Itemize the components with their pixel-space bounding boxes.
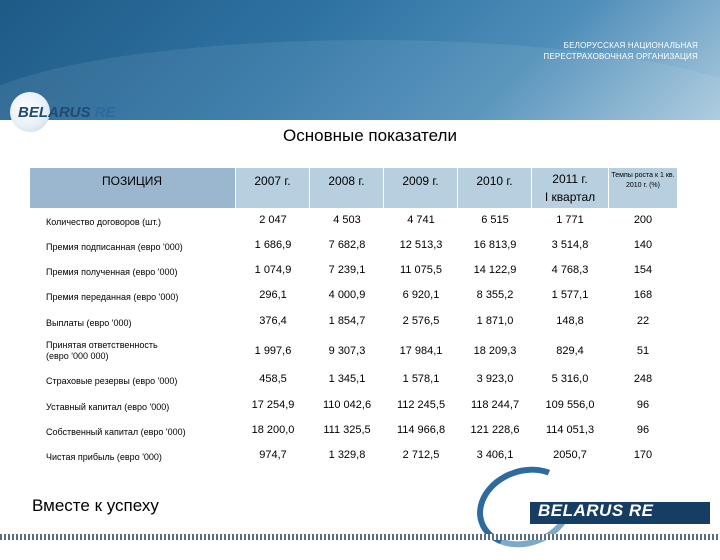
table-cell: 2 576,5: [402, 315, 440, 327]
table-cell: 51: [636, 345, 650, 357]
row-label: [46, 340, 158, 362]
table-cell: 17 984,1: [399, 345, 443, 357]
table-cell: 12 513,3: [399, 239, 443, 251]
table-cell: 1 771: [556, 214, 584, 226]
column-header-label: 2009 г.: [402, 174, 439, 188]
table-cell: 11 075,5: [399, 264, 442, 276]
table-row: [30, 208, 677, 232]
table-cell: 22: [636, 315, 650, 327]
table-cell: 1 997,6: [254, 345, 292, 357]
column-header-growth: [609, 168, 677, 208]
column-header-2011-q1: [532, 168, 608, 208]
row-label-text: Премия подписанная (евро '000): [46, 242, 183, 252]
row-label: [46, 217, 161, 228]
bottom-strip: [0, 534, 720, 540]
row-label-text: Премия полученная (евро '000): [46, 267, 178, 277]
table-cell: 296,1: [259, 289, 287, 301]
table-cell: 1 854,7: [328, 315, 366, 327]
table-cell: 14 122,9: [473, 264, 517, 276]
table-cell: 96: [636, 424, 650, 436]
growth-header-label: Темпы роста к 1 кв. 2010 г. (%): [611, 172, 675, 189]
table-cell: 3 923,0: [476, 373, 514, 385]
row-label-text: Количество договоров (шт.): [46, 217, 161, 227]
table-cell: 4 000,9: [328, 289, 366, 301]
table-cell: 17 254,9: [251, 399, 295, 411]
table-cell: 4 768,3: [551, 264, 589, 276]
table-cell: 1 345,1: [328, 373, 366, 385]
table-cell: 6 920,1: [402, 289, 440, 301]
column-header-sublabel: I квартал: [544, 190, 596, 204]
column-header-2008: [310, 168, 383, 208]
table-cell: 148,8: [556, 315, 584, 327]
table-cell: 18 200,0: [251, 424, 295, 436]
table-cell: 458,5: [259, 373, 287, 385]
table-cell: 118 244,7: [470, 399, 520, 411]
table-cell: 1 074,9: [254, 264, 292, 276]
row-label-text: Премия переданная (евро '000): [46, 292, 179, 302]
position-header: [30, 168, 235, 208]
table-cell: 110 042,6: [322, 399, 372, 411]
row-label: [46, 452, 162, 463]
column-header-2007: [236, 168, 309, 208]
logo-wordmark: [538, 501, 654, 521]
table-row: [30, 233, 677, 257]
row-label: [46, 376, 177, 387]
table-cell: 3 406,1: [476, 449, 514, 461]
table-cell: 829,4: [556, 345, 584, 357]
row-label: [46, 402, 169, 413]
page-title-text: Основные показатели: [283, 126, 457, 145]
table-row: [30, 283, 677, 307]
position-header-label: ПОЗИЦИЯ: [102, 174, 162, 188]
table-cell: 7 239,1: [328, 264, 366, 276]
table-cell: 2 047: [259, 214, 287, 226]
row-label: [46, 242, 183, 253]
table-cell: 8 355,2: [476, 289, 514, 301]
company-logo-bottom: [468, 466, 708, 536]
column-header-label: 2011 г.: [552, 172, 588, 186]
logo-word: BELARUS: [538, 501, 624, 520]
motto: Вместе к успеху: [32, 496, 159, 515]
table-row: [30, 258, 677, 282]
table-row: [30, 367, 677, 392]
column-header-label: 2008 г.: [328, 174, 365, 188]
table-cell: 7 682,8: [328, 239, 366, 251]
organization-name: [543, 40, 698, 62]
org-line-2: ПЕРЕСТРАХОВОЧНАЯ ОРГАНИЗАЦИЯ: [543, 52, 698, 61]
logo-re: RE: [628, 501, 654, 520]
column-header-label: 2007 г.: [254, 174, 291, 188]
table-cell: 974,7: [259, 449, 287, 461]
logo-re: RE: [94, 104, 116, 121]
table-row: [30, 336, 677, 366]
table-cell: 16 813,9: [473, 239, 517, 251]
table-cell: 1 577,1: [551, 289, 589, 301]
table-row: [30, 393, 677, 417]
row-label-text: Собственный капитал (евро '000): [46, 427, 186, 437]
table-cell: 18 209,3: [473, 345, 517, 357]
table-cell: 4 503: [333, 214, 361, 226]
row-label-text: Страховые резервы (евро '000): [46, 376, 178, 386]
table-cell: 154: [633, 264, 653, 276]
table-cell: 1 578,1: [402, 373, 440, 385]
org-line-1: БЕЛОРУССКАЯ НАЦИОНАЛЬНАЯ: [563, 41, 698, 50]
table-cell: 109 556,0: [545, 399, 595, 411]
table-cell: 114 966,8: [396, 424, 446, 436]
table-cell: 4 741: [407, 214, 435, 226]
logo-word: BELARUS: [18, 104, 91, 121]
table-cell: 114 051,3: [545, 424, 595, 436]
row-label-text: Чистая прибыль (евро '000): [46, 452, 162, 462]
table-cell: 200: [633, 214, 653, 226]
table-cell: 1 871,0: [476, 315, 514, 327]
table-row: [30, 418, 677, 442]
table-cell: 111 325,5: [323, 424, 371, 436]
row-label-text: Уставный капитал (евро '000): [46, 402, 170, 412]
table-row: [30, 308, 677, 334]
table-cell: 2050,7: [553, 449, 587, 461]
table-cell: 9 307,3: [328, 345, 366, 357]
column-header-label: 2010 г.: [476, 174, 513, 188]
table-cell: 2 712,5: [402, 449, 440, 461]
column-header-2010: [458, 168, 531, 208]
row-label: [46, 318, 132, 329]
table-cell: 6 515: [481, 214, 509, 226]
table-cell: 3 514,8: [551, 239, 589, 251]
table-cell: 170: [633, 449, 653, 461]
row-label: [46, 427, 186, 438]
table-cell: 1 329,8: [328, 449, 366, 461]
table-cell: 248: [633, 373, 653, 385]
table-cell: 1 686,9: [254, 239, 292, 251]
page-title: [0, 126, 720, 146]
table-cell: 140: [633, 239, 653, 251]
table-cell: 376,4: [259, 315, 287, 327]
row-label: [46, 292, 178, 303]
table-cell: 96: [636, 399, 650, 411]
logo-wordmark: [18, 104, 116, 121]
table-cell: 112 245,5: [396, 399, 446, 411]
row-label-text: Выплаты (евро '000): [46, 318, 132, 328]
table-cell: 168: [633, 289, 653, 301]
table-cell: 5 316,0: [551, 373, 589, 385]
row-label: [46, 267, 178, 278]
table-row: [30, 443, 677, 467]
row-label-text: Принятая ответственность: [46, 340, 158, 350]
row-label-subtext: (евро '000 000): [46, 351, 109, 361]
header-banner: [0, 0, 720, 120]
table-cell: 121 228,6: [470, 424, 520, 436]
column-header-2009: [384, 168, 457, 208]
